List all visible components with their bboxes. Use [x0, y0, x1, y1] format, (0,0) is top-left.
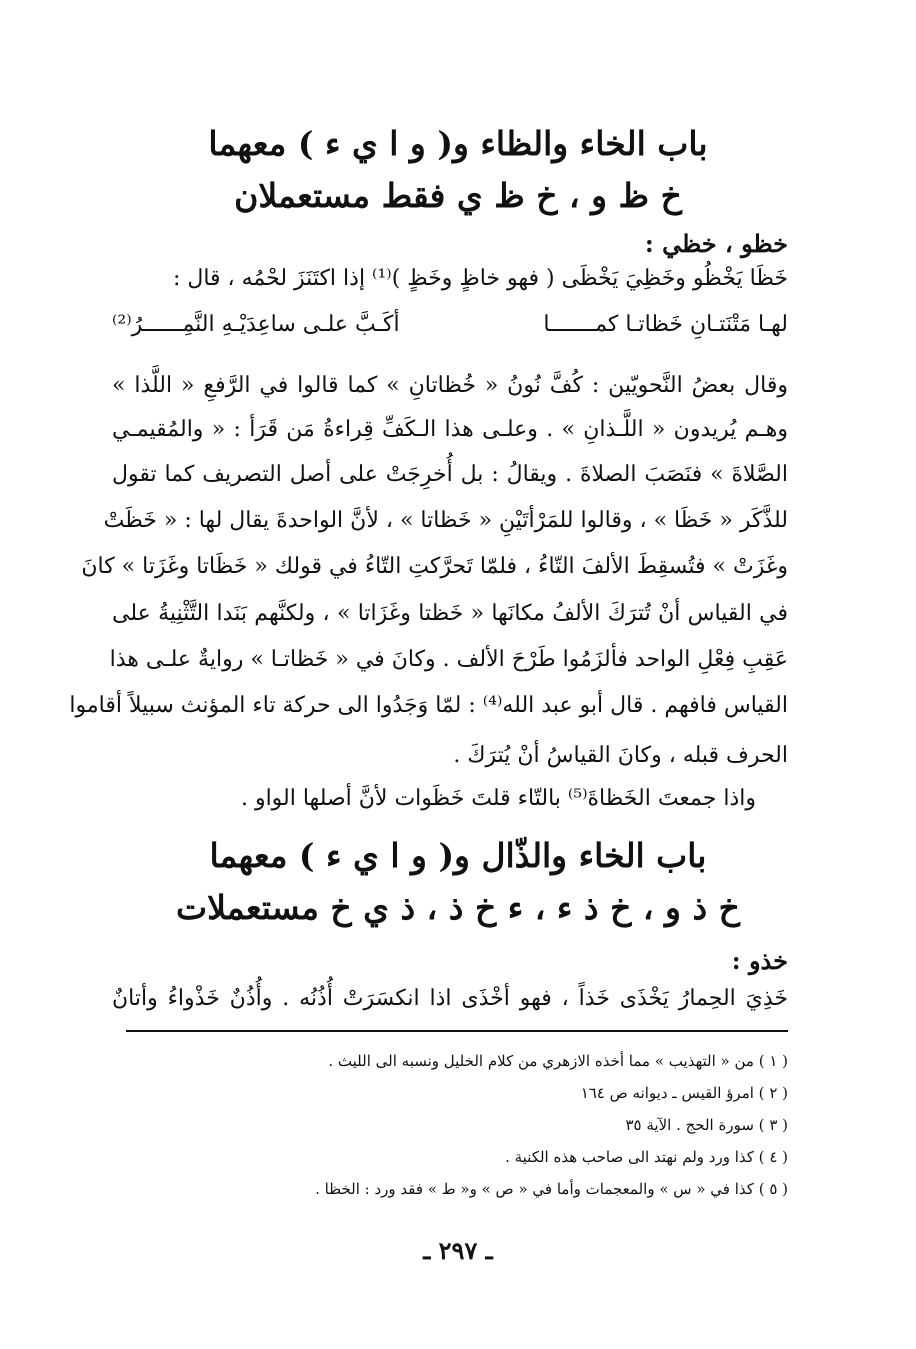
- verse: [112, 308, 788, 342]
- body-line-12: واذا جمعتَ الخَظاةَ⁽⁵⁾ بالتّاء قلتَ خَظَوات لأنَّ أصلها الواو .: [240, 786, 756, 811]
- body-line-9: عَقِبِ فِعْلِ الواحد فألزَمُوا طَرْحَ الألف . وكانَ في « خَظاتـا » روايةٌ علـى هذا: [109, 647, 788, 672]
- entry-head-khzw: خظو ، خظي :: [644, 229, 788, 258]
- body-line-4: وهـم يُريدون « اللَّـذانِ » . وعلـى هذا الـكَفِّ قِراءةُ مَن قَرَأ : « والمُقيمـي: [112, 417, 788, 442]
- footnote-divider: [126, 1030, 788, 1032]
- body-line-13: خَذِيَ الحِمارُ يَخْذَى خَذاً ، فهو أخْذَى اذا انكسَرَتْ أُذُنُه . وأُذُنٌ خَذْواءُ وأتانٌ: [112, 986, 788, 1011]
- body-line-11: الحرف قبله ، وكانَ القياسُ أنْ يُترَكَ .: [453, 743, 788, 768]
- body-line-3: وقال بعضُ النَّحويّين : كُفَّ نُونُ « خُظاتانِ » كما قالوا في الرَّفعِ « اللَّذا »: [112, 373, 788, 398]
- section2-roots: خ ذ و ، خ ذ ء ، ء خ ذ ، ذ ي خ مستعملات: [176, 888, 740, 927]
- body-line-5: الصَّلاةَ » فنَصَبَ الصلاةَ . ويقالُ : بل أُخرِجَتْ على أصل التصريف كما تقول: [112, 462, 788, 487]
- body-line-6: للذَّكَر « خَظَا » ، وقالوا للمَرْأتَيْنِ « خَظاتا » ، لأنَّ الواحدةَ يقال لها : « خَظَتْ: [103, 508, 788, 533]
- section1-roots: خ ظ و ، خ ظ ي فقط مستعملان: [234, 176, 682, 215]
- section2-title: باب الخاء والذّال و( و ا ي ء ) معهما: [209, 836, 707, 875]
- verse-hemistich-1: لهـا مَتْنَتـانِ خَظاتـا كمـــــــا: [543, 312, 788, 337]
- body-line-10: القياس فافهم . قال أبو عبد الله⁽⁴⁾ : لمّا وَجَدُوا الى حركة تاء المؤنث سبيلاً أقاموا: [69, 693, 788, 718]
- body-line-7: وغَزَتْ » فتُسقِطَ الألفَ التّاءُ ، فلمّا تَحرَّكتِ التّاءُ في قولك « خَظَاتا وغَزَتا » كانَ: [81, 554, 788, 579]
- footnote-3: ( ٣ ) سورة الحج . الآية ٣٥: [625, 1116, 788, 1134]
- footnote-1: ( ١ ) من « التهذيب » مما أخذه الازهري من كلام الخليل ونسبه الى الليث .: [328, 1052, 788, 1070]
- footnote-5: ( ٥ ) كذا في « س » والمعجمات وأما في « ص » و« ط » فقد ورد : الخظا .: [315, 1180, 788, 1198]
- footnote-2: ( ٢ ) امرؤ القيس ـ ديوانه ص ١٦٤: [580, 1084, 788, 1102]
- body-line-8: في القياس أنْ تُترَكَ الألفُ مكانَها « خَظتا وغَزَاتا » ، ولكنَّهم بَنَدا التَّثْنِيةُ على: [112, 601, 788, 626]
- footnote-4: ( ٤ ) كذا ورد ولم نهتد الى صاحب هذه الكنية .: [505, 1148, 788, 1166]
- section1-title: باب الخاء والظاء و( و ا ي ء ) معهما: [208, 124, 708, 163]
- entry-head-khdhw: خذو :: [731, 946, 788, 975]
- body-line-1: خَظَا يَخْظُو وخَظِيَ يَخْظَى ( فهو خاظٍ وخَظٍ )⁽¹⁾ إذا اكتَنَزَ لحْمُه ، قال :: [172, 266, 788, 291]
- verse-hemistich-2: أكَـبَّ علـى ساعِدَيْـهِ النَّمِــــــرُ⁽²⁾: [112, 312, 400, 337]
- page-number: ـ ٢٩٧ ـ: [423, 1236, 493, 1265]
